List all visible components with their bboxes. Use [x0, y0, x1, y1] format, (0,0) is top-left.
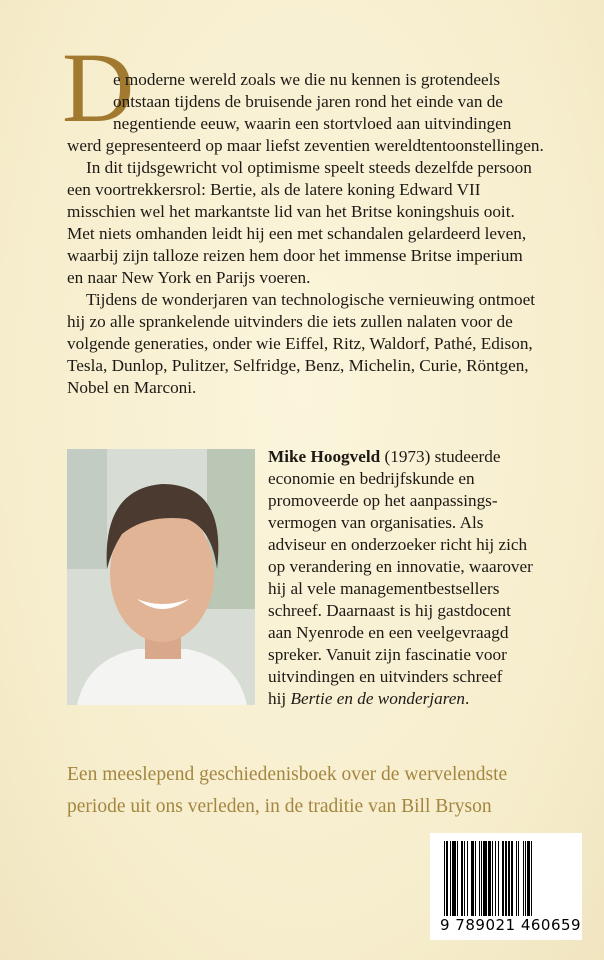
- barcode-bars: [444, 841, 572, 921]
- blurb-line: Nobel en Marconi.: [67, 378, 197, 397]
- blurb-line: Tesla, Dunlop, Pulitzer, Selfridge, Benz, Michelin, Curie, Röntgen,: [67, 356, 529, 375]
- bio-line: uitvindingen en uitvinders schreef: [268, 667, 503, 686]
- blurb-line: en naar New York en Parijs voeren.: [67, 268, 311, 287]
- author-photo: [67, 449, 255, 705]
- blurb-line: e moderne wereld zoals we die nu kennen is grotendeels: [113, 70, 501, 89]
- blurb-line: Met niets omhanden leidt hij een met schandalen gelardeerd leven,: [67, 224, 527, 243]
- bio-line: schreef. Daarnaast is hij gastdocent: [268, 601, 511, 620]
- blurb-line: werd gepresenteerd op maar liefst zeventien wereldtentoonstellingen.: [67, 136, 544, 155]
- blurb-line: een voortrekkersrol: Bertie, als de latere koning Edward VII: [67, 180, 481, 199]
- author-name: Mike Hoogveld: [268, 447, 381, 466]
- bio-line: vermogen van organisaties. Als: [268, 513, 484, 532]
- blurb-line: hij zo alle sprankelende uitvinders die iets zullen nalaten voor de: [67, 312, 513, 331]
- blurb-line: In dit tijdsgewricht vol optimisme speelt steeds dezelfde persoon: [86, 158, 532, 177]
- bio-line: op verandering en innovatie, waarover: [268, 557, 533, 576]
- bio-line: adviseur en onderzoeker richt hij zich: [268, 535, 528, 554]
- isbn-number: 9 789021 460659: [440, 916, 582, 934]
- barcode: [430, 833, 582, 940]
- blurb-line: misschien wel het markantste lid van het Britse koningshuis ooit.: [67, 202, 515, 221]
- blurb-line: volgende generaties, onder wie Eiffel, Ritz, Waldorf, Pathé, Edison,: [67, 334, 533, 353]
- bio-line: hij al vele managementbestsellers: [268, 579, 500, 598]
- blurb-line: ontstaan tijdens de bruisende jaren rond het einde van de: [113, 92, 503, 111]
- bio-line: promoveerde op het aanpassings-: [268, 491, 498, 510]
- book-title: Bertie en de wonderjaren: [290, 689, 465, 708]
- bio-line: economie en bedrijfskunde en: [268, 469, 475, 488]
- drop-cap: D: [62, 32, 135, 143]
- blurb-line: Tijdens de wonderjaren van technologische vernieuwing ontmoet: [86, 290, 535, 309]
- blurb-line: waarbij zijn talloze reizen hem door het immense Britse imperium: [67, 246, 523, 265]
- tagline-line: Een meeslepend geschiedenisboek over de wervelendste: [67, 764, 508, 785]
- book-back-cover: D e moderne wereld zoals we die nu kennen is grotendeels ontstaan tijdens de bruisende jaren rond het einde van de negentiende eeuw, waarin een stortvloed aan uitvindingen werd gepresenteerd op maar liefst zeventien wereldtentoonstellingen. In dit tijdsgewricht vol optimisme speelt steeds dezelfde persoon een voortrekkersrol: Bertie, als de latere koning Edward VII misschien wel het markantste lid van het Britse koningshuis ooit. Met niets omhanden leidt hij een met schandalen gelardeerd leven, waarbij zijn talloze reizen hem door het immense Britse imperium en naar New York en Parijs voeren. Tijdens de wonderjaren van technologische vernieuwing ontmoet hij zo alle sprankelende uitvinders die iets zullen nalaten voor de volgende generaties, onder wie Eiffel, Ritz, Waldorf, Pathé, Edison, Tesla, Dunlop, Pulitzer, Selfridge, Benz, Michelin, Curie, Röntgen, Nobel en Marconi. Mike Hoogveld (1973) studeerde economie en bedrijfskunde en promoveerde op het aanpassings- vermogen van organisaties. Als adviseur en onderzoeker richt hij zich op verandering en innovatie, waarover hij al vele managementbestsellers schreef. Daarnaast is hij gastdocent aan Nyenrode en een veelgevraagd spreker. Vanuit zijn fascinatie voor uitvindingen en uitvinders schreef hij Bertie en de wonderjaren. Een meeslepend geschiedenisboek over de wervelendste periode uit ons verleden, in de traditie van Bill Bryson 9 789021 460659: [0, 0, 604, 960]
- tagline-line: periode uit ons verleden, in de traditie van Bill Bryson: [67, 796, 492, 817]
- bio-line: aan Nyenrode en een veelgevraagd: [268, 623, 509, 642]
- blurb-line: negentiende eeuw, waarin een stortvloed aan uitvindingen: [113, 114, 512, 133]
- bio-line: spreker. Vanuit zijn fascinatie voor: [268, 645, 507, 664]
